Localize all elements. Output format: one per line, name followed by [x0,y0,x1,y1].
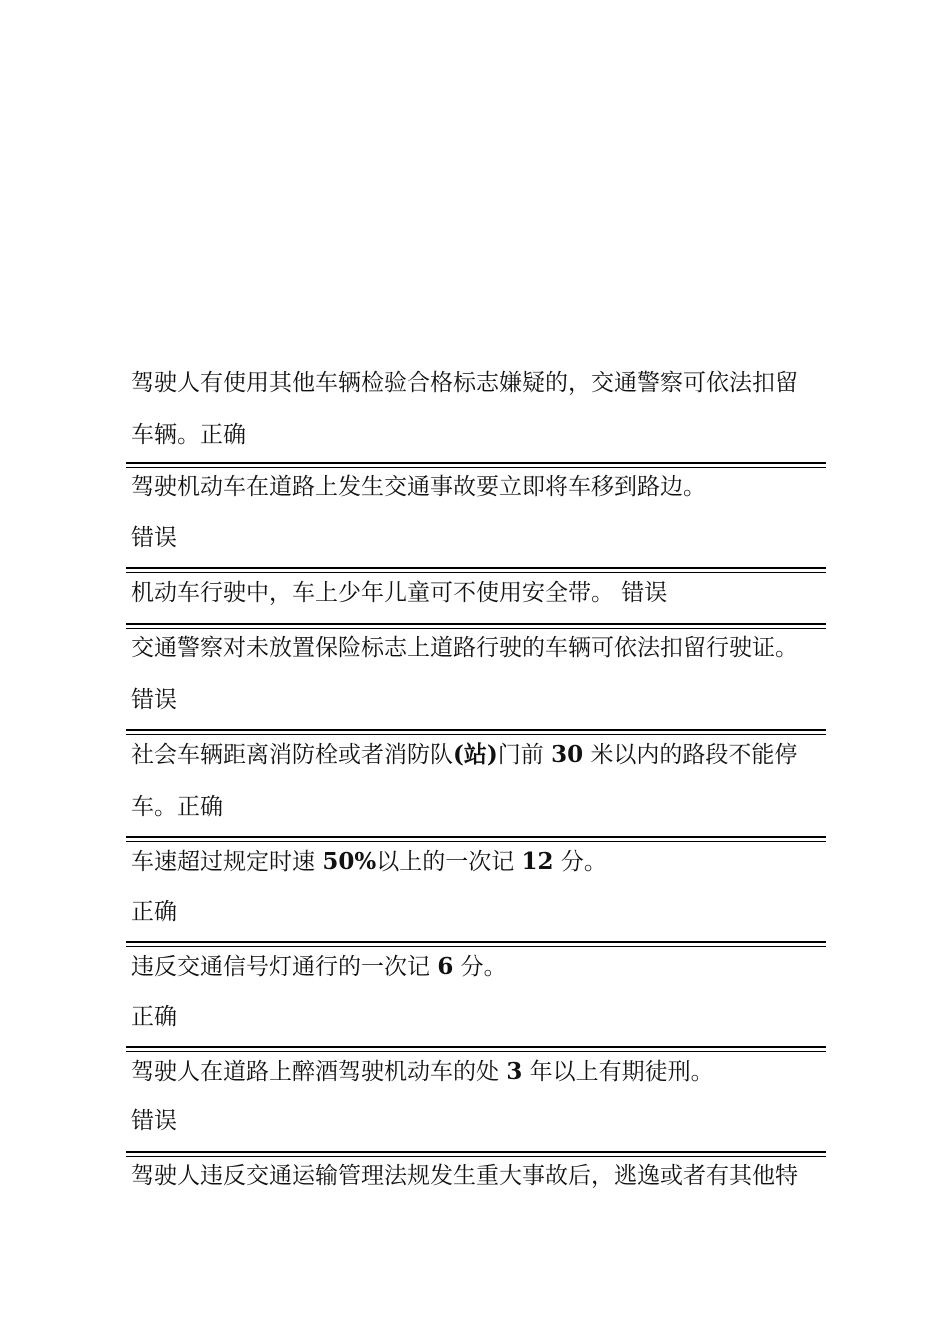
separator-rule [126,1151,826,1157]
question-5-line-1: 社会车辆距离消防栓或者消防队(站)门前 30 米以内的路段不能停 [131,741,798,768]
separator-rule [126,729,826,735]
answer-4: 错误 [131,687,177,713]
question-1-line-2: 车辆。正确 [131,422,246,448]
separator-rule [126,623,826,629]
separator-rule [126,836,826,842]
question-6: 车速超过规定时速 50%以上的一次记 12 分。 [131,848,607,875]
separator-rule [126,567,826,573]
answer-2: 错误 [131,525,177,551]
question-7: 违反交通信号灯通行的一次记 6 分。 [131,953,507,980]
separator-rule [126,1046,826,1052]
question-4: 交通警察对未放置保险标志上道路行驶的车辆可依法扣留行驶证。 [131,635,798,661]
answer-7: 正确 [131,1004,177,1030]
question-1-line-1: 驾驶人有使用其他车辆检验合格标志嫌疑的，交通警察可依法扣留 [131,370,798,396]
separator-rule [126,462,826,468]
question-9-line-1: 驾驶人违反交通运输管理法规发生重大事故后，逃逸或者有其他特 [131,1163,798,1189]
question-2: 驾驶机动车在道路上发生交通事故要立即将车移到路边。 [131,474,706,500]
answer-8: 错误 [131,1108,177,1134]
question-3: 机动车行驶中，车上少年儿童可不使用安全带。 错误 [131,580,668,606]
separator-rule [126,941,826,947]
question-5-line-2: 车。正确 [131,794,223,820]
question-8: 驾驶人在道路上醉酒驾驶机动车的处 3 年以上有期徒刑。 [131,1058,714,1085]
answer-6: 正确 [131,899,177,925]
